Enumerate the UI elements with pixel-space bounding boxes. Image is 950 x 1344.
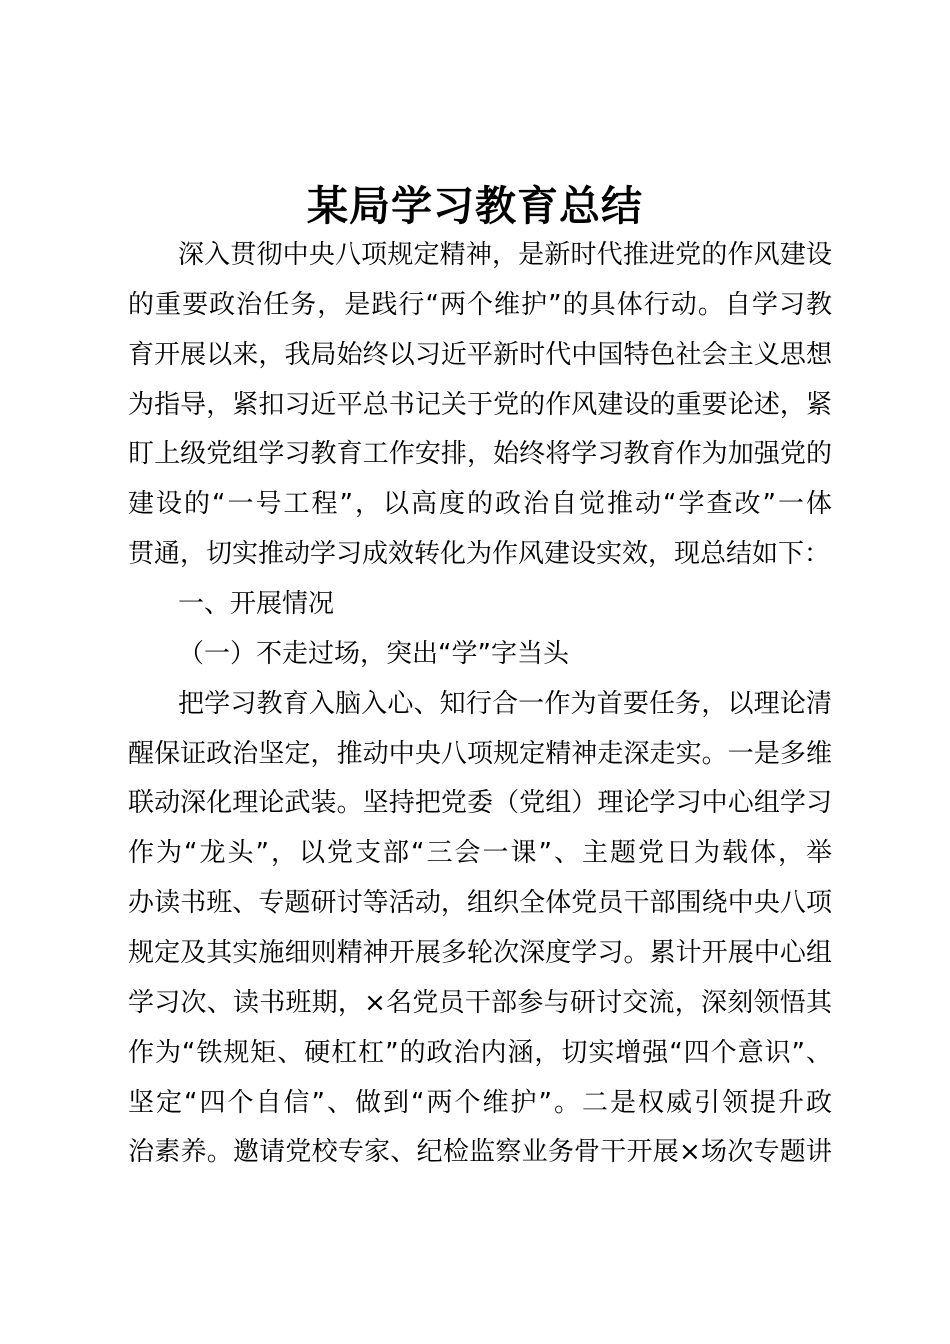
paragraph-line: 贯通，切实推动学习成效转化为作风建设实效，现总结如下：	[128, 539, 831, 569]
paragraph-line: 为指导，紧扣习近平总书记关于党的作风建设的重要论述，紧	[128, 390, 832, 420]
subsection-heading: （一）不走过场，突出“学”字当头	[178, 639, 569, 669]
paragraph-line: 治素养。邀请党校专家、纪检监察业务骨干开展×场次专题讲	[128, 1137, 832, 1167]
paragraph-line: 醒保证政治坚定，推动中央八项规定精神走深走实。一是多维	[128, 739, 832, 769]
paragraph-line: 深入贯彻中央八项规定精神，是新时代推进党的作风建设	[178, 240, 832, 270]
section-heading: 一、开展情况	[178, 589, 335, 619]
paragraph-line: 育开展以来，我局始终以习近平新时代中国特色社会主义思想	[128, 340, 832, 370]
paragraph-line: 盯上级党组学习教育工作安排，始终将学习教育作为加强党的	[128, 439, 832, 469]
paragraph-line: 作为“龙头”，以党支部“三会一课”、主题党日为载体，举	[128, 838, 832, 868]
paragraph-line: 建设的“一号工程”，以高度的政治自觉推动“学查改”一体	[128, 489, 832, 519]
paragraph-line: 办读书班、专题研讨等活动，组织全体党员干部围绕中央八项	[128, 888, 832, 918]
paragraph-line: 联动深化理论武装。坚持把党委（党组）理论学习中心组学习	[128, 788, 832, 818]
paragraph-line: 规定及其实施细则精神开展多轮次深度学习。累计开展中心组	[128, 938, 832, 968]
paragraph-line: 学习次、读书班期，×名党员干部参与研讨交流，深刻领悟其	[128, 988, 832, 1018]
paragraph-line: 作为“铁规矩、硬杠杠”的政治内涵，切实增强“四个意识”、	[128, 1038, 832, 1068]
document-title: 某局学习教育总结	[307, 182, 643, 230]
paragraph-line: 把学习教育入脑入心、知行合一作为首要任务，以理论清	[178, 689, 832, 719]
paragraph-line: 坚定“四个自信”、做到“两个维护”。二是权威引领提升政	[128, 1088, 832, 1118]
paragraph-line: 的重要政治任务，是践行“两个维护”的具体行动。自学习教	[128, 290, 832, 320]
